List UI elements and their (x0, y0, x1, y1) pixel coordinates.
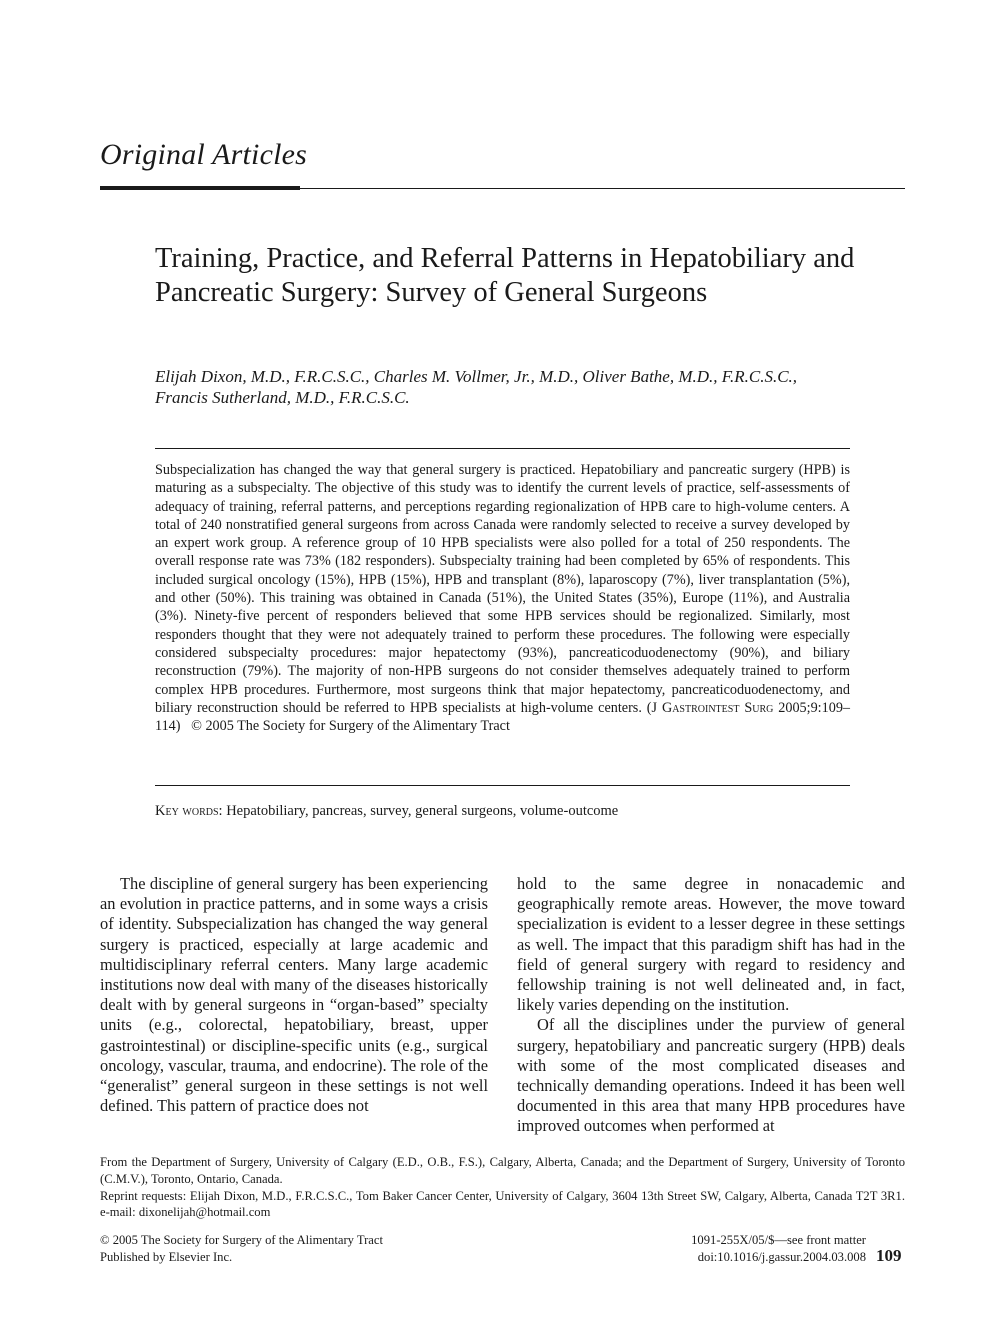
keywords: Key words: Hepatobiliary, pancreas, survey, general surgeons, volume-outcome (155, 803, 619, 819)
reprint-note (100, 1188, 905, 1222)
email-link[interactable]: dixonelijah@hotmail.com (138, 1205, 271, 1220)
body-column-left (100, 874, 488, 1116)
abstract-citation-open: (J (646, 699, 662, 716)
body-paragraph: hold to the same degree in nonacademic and geographically remote areas. However, the move toward specialization is evident to a lesser degree in these settings as well. The impact that this paradigm shift has had in the field of general surgery with regard to residency and fellowship training is not well delineated and, in fact, likely varies depending on the institution. (517, 874, 905, 1015)
body-paragraph: The discipline of general surgery has been experiencing an evolution in practice patterns, and in some ways a crisis of identity. Subspecialization has changed the way general surgery is practiced, especially at large academic and multidisciplinary referral centers. Many large academic institutions now deal with many of the diseases historically dealt with by general surgeons in “organ-based” specialty units (e.g., colorectal, hepatobiliary, breast, upper gastrointestinal) or discipline-specific units (e.g., surgical oncology, vascular, trauma, and endocrine). The role of the “generalist” general surgeon in these settings is not well defined. This pattern of practice does not (100, 874, 488, 1116)
footnotes (100, 1154, 905, 1221)
footer-left (100, 1232, 383, 1266)
abstract-text: Subspecialization has changed the way that general surgery is practiced. Hepatobiliary and pancreatic surgery (HPB) is maturing as a subspecialty. The objective of this study was to identify the current levels of practice, self-assessments of adequacy of training, referral patterns, and perceptions regarding regionalization of HPB care to high-volume centers. A total of 240 nonstratified general surgeons from across Canada were randomly selected to receive a survey developed by an expert work group. A reference group of 10 HPB specialists were also polled for a total of 250 respondents. The overall response rate was 73% (182 responders). Subspecialty training had been completed by 65% of respondents. This included surgical oncology (15%), HPB (15%), HPB and transplant (8%), laparoscopy (7%), liver transplantation (5%), and other (50%). This training was obtained in Canada (51%), the United States (35%), Europe (11%), and Australia (3%). Ninety-five percent of responders believed that some HPB services should be regionalized. Similarly, most responders thought that they were not adequately trained to perform these procedures. The following were especially considered subspecialty procedures: major hepatectomy (93%), pancreaticoduodenectomy (90%), and biliary reconstruction (79%). The majority of non-HPB surgeons do not consider themselves adequately trained to perform complex HPB procedures. Furthermore, most surgeons think that major hepatectomy, pancreaticoduodenectomy, and biliary reconstruction should be referred to HPB specialists at high-volume centers. (155, 462, 850, 716)
footer-doi: doi:10.1016/j.gassur.2004.03.008 (697, 1250, 866, 1264)
footer-right (664, 1232, 866, 1266)
reprint-text: Reprint requests: Elijah Dixon, M.D., F.R.C.S.C., Tom Baker Cancer Center, University of Calgary, 3604 13th Street SW, Calgary, Alberta, Canada T2T 3R1. e-mail: (100, 1188, 905, 1220)
abstract-journal: Gastrointest Surg (661, 699, 774, 716)
keywords-label: Key words (155, 803, 219, 819)
article-title: Training, Practice, and Referral Patterns in Hepatobiliary and Pancreatic Surgery: Survey of General Surgeons (155, 243, 855, 308)
footer-copyright: © 2005 The Society for Surgery of the Alimentary Tract (100, 1233, 383, 1247)
page-number: 109 (876, 1246, 902, 1265)
abstract (155, 461, 850, 735)
abstract-citation-rest: 2005;9:109–114) (155, 699, 851, 735)
body-column-right (517, 874, 905, 1137)
affiliation-note: From the Department of Surgery, University of Calgary (E.D., O.B., F.S.), Calgary, Alberta, Canada; and the Department of Surgery, University of Toronto (C.M.V.), Toronto, Ontario, Canada. (100, 1155, 905, 1186)
keywords-text: Hepatobiliary, pancreas, survey, general surgeons, volume-outcome (226, 803, 619, 819)
section-title: Original Articles (100, 138, 308, 171)
article-authors: Elijah Dixon, M.D., F.R.C.S.C., Charles M. Vollmer, Jr., M.D., Oliver Bathe, M.D., F.R.C.S.C., Francis Sutherland, M.D., F.R.C.S.C. (155, 367, 798, 407)
footer-publisher: Published by Elsevier Inc. (100, 1250, 233, 1264)
footer-issn: 1091-255X/05/$—see front matter (691, 1233, 866, 1247)
abstract-bottom-rule (155, 785, 850, 786)
section-rule (100, 188, 905, 189)
body-paragraph: Of all the disciplines under the purview of general surgery, hepatobiliary and pancreatic surgery (HPB) deals with some of the most complicated diseases and technically demanding operations. Indeed it has been well documented in this area that many HPB procedures have improved outcomes when performed at (517, 1015, 905, 1136)
abstract-copyright: © 2005 The Society for Surgery of the Alimentary Tract (191, 718, 510, 735)
abstract-top-rule (155, 448, 850, 449)
